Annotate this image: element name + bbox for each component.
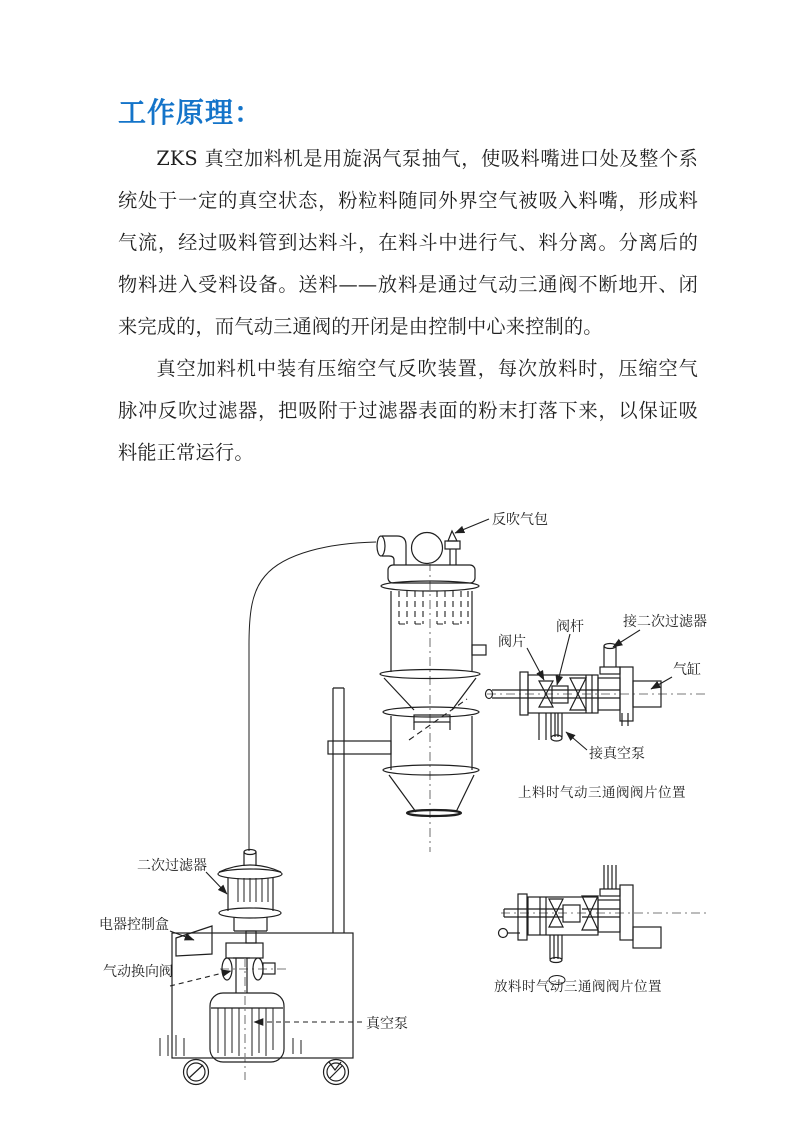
three-way-valve-discharging: [494, 865, 706, 995]
upper-cone: [384, 678, 476, 710]
vacuum-pump: [160, 958, 301, 1080]
secondary-filter-label: 二次过滤器: [137, 858, 207, 874]
directional-valve: [220, 958, 290, 993]
hopper-body: [380, 562, 486, 852]
base-cabinet: [172, 933, 353, 1058]
air-cylinder: [633, 681, 661, 707]
air-cylinder-label: 气缸: [673, 662, 701, 678]
hopper-top: [377, 531, 460, 565]
filter-bags: [399, 591, 468, 624]
to-vacuum-pump-label: 接真空泵: [589, 746, 645, 762]
vacuum-pump-label: 真空泵: [366, 1016, 408, 1032]
wheel-right: [324, 1060, 349, 1085]
flapper-valve: [409, 699, 467, 740]
lower-cone: [389, 775, 474, 812]
caption-discharging-position: 放料时气动三通阀阀片位置: [494, 979, 662, 995]
discharge-outlet: [414, 715, 450, 722]
wheel-left: [184, 1060, 209, 1085]
inlet-opening: [377, 536, 385, 556]
caption-ellipse-mark: [549, 976, 565, 985]
valve-plate-label: 阀片: [498, 634, 526, 650]
label-back-blow-bag: [455, 512, 548, 533]
control-box-label: 电器控制盒: [99, 917, 169, 933]
base-unit: [160, 850, 353, 1085]
valve-stem-label: 阀杆: [556, 619, 584, 635]
label-vacuum-pump: [254, 1015, 408, 1032]
paragraph-working-principle: ZKS 真空加料机是用旋涡气泵抽气，使吸料嘴进口处及整个系统处于一定的真空状态，粉粒料随同外界空气被吸入料嘴，形成料气流，经过吸料管到达料斗，在料斗中进行气、料分离。分离后的物料进入受料设备。送料——放料是通过气动三通阀不断地开、闭来完成的，而气动三通阀的开闭是由控制中心来控制的。: [118, 147, 698, 338]
valve-plate-left-lower: [539, 694, 553, 707]
paragraph-back-blow: 真空加料机中装有压缩空气反吹装置，每次放料时，压缩空气脉冲反吹过滤器，把吸附于过滤器表面的粉末打落下来，以保证吸料能正常运行。: [118, 357, 698, 464]
caption-feeding-position: 上料时气动三通阀阀片位置: [518, 785, 686, 801]
support-stand: [328, 688, 391, 933]
directional-valve-label: 气动换向阀: [103, 964, 173, 980]
back-blow-bag-label: 反吹气包: [492, 512, 548, 528]
suction-hose: [249, 542, 376, 851]
to-secondary-filter-label: 接二次过滤器: [623, 614, 707, 630]
back-blow-air-bag: [412, 533, 443, 564]
page-title: 工作原理：: [118, 96, 264, 129]
side-port: [472, 645, 486, 655]
support-bracket: [328, 741, 391, 754]
three-way-valve-feeding: [486, 613, 708, 801]
label-control-box: [99, 916, 194, 940]
label-directional-valve: [103, 963, 231, 986]
valve-plate-left-upper: [539, 681, 553, 694]
valve-stem-block: [552, 686, 568, 703]
secondary-filter: [218, 850, 282, 959]
text-content: [118, 94, 698, 474]
electric-control-box: [176, 926, 212, 956]
label-secondary-filter: [137, 857, 227, 894]
